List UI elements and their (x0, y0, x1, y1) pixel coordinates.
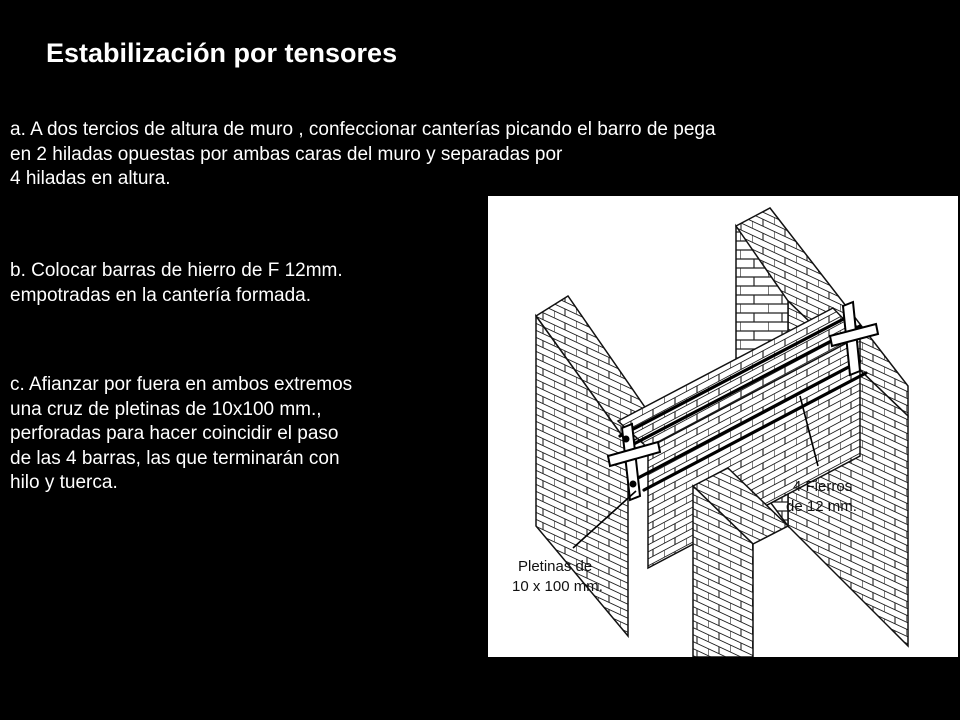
wall-tensor-diagram (488, 196, 958, 657)
bolt (624, 437, 629, 442)
label-pletinas-line2: 10 x 100 mm. (512, 578, 603, 595)
paragraph-b-line: empotradas en la cantería formada. (10, 284, 312, 306)
bolt (631, 482, 636, 487)
paragraph-a-line: en 2 hiladas opuestas por ambas caras del muro y separadas por (10, 143, 563, 165)
wall-tensor-drawing (488, 196, 958, 657)
paragraph-b-line: b. Colocar barras de hierro de F 12mm. (10, 260, 343, 281)
paragraph-c-line: de las 4 barras, las que terminarán con (10, 447, 340, 469)
label-fierros-line2: de 12 mm. (786, 498, 857, 515)
paragraph-a-line: 4 hiladas en altura. (10, 168, 171, 189)
paragraph-b (10, 259, 480, 308)
paragraph-a (10, 118, 930, 192)
paragraph-c-line: c. Afianzar por fuera en ambos extremos (10, 374, 353, 395)
label-pletinas-line1: Pletinas de (518, 558, 593, 575)
paragraph-a-line: a. A dos tercios de altura de muro , confeccionar canterías picando el barro de pega (10, 119, 716, 140)
slide-title: Estabilización por tensores (46, 38, 398, 68)
paragraph-c-line: una cruz de pletinas de 10x100 mm., (10, 398, 322, 420)
label-fierros-line1: 4 Fierros (793, 478, 853, 495)
paragraph-c-line: hilo y tuerca. (10, 472, 118, 493)
paragraph-c-line: perforadas para hacer coincidir el paso (10, 423, 339, 444)
paragraph-c (10, 373, 480, 496)
